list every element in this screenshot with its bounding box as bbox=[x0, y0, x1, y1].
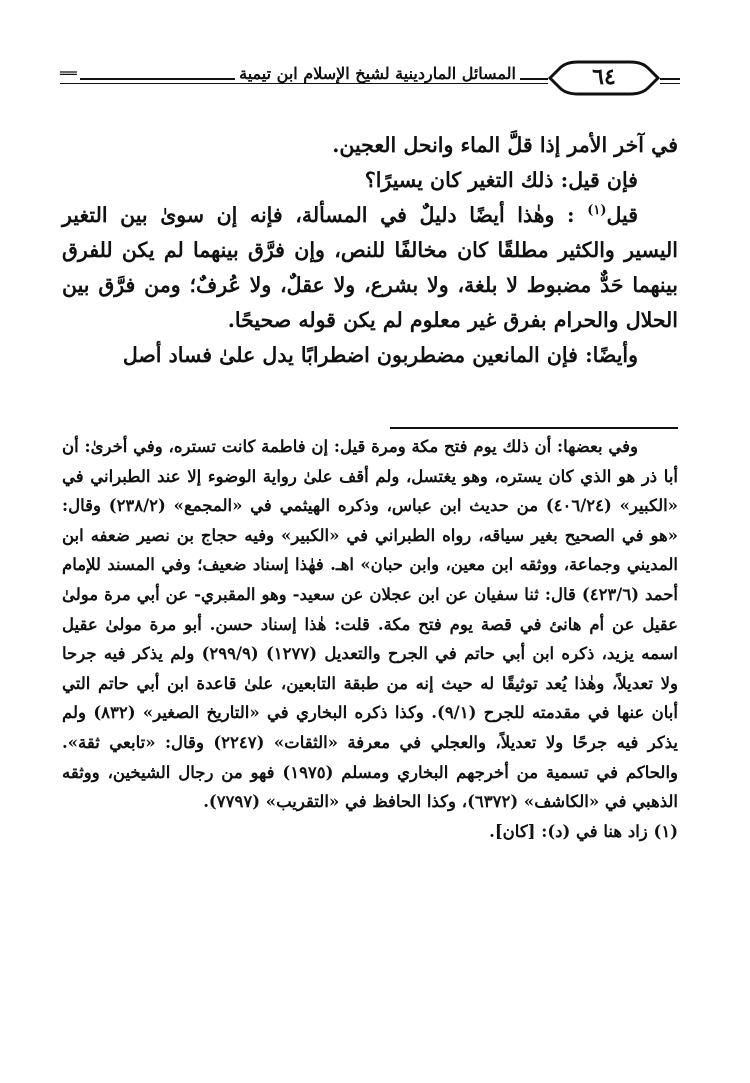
main-paragraph-qila bbox=[62, 198, 678, 338]
footnote-continued: وفي بعضها: أن ذلك يوم فتح مكة ومرة قيل: إن فاطمة كانت تستره، وفي أخرىٰ: أن أبا ذر هو الذي كان يستره، وهو يغتسل، ولم أقف علىٰ رواية الوضوء إلا عند الطبراني في «الكبير» (٤٠٦/٢٤) من حديث ابن عباس، وذكره الهيثمي في «المجمع» (٢٣٨/٢) وقال: «هو في الصحيح بغير سياقه، رواه الطبراني في «الكبير» وفيه حجاج بن نصير ضعفه ابن المديني وجماعة، ووثقه ابن معين، وابن حبان» اهـ. فهٰذا إسناد ضعيف؛ وفي المسند للإمام أحمد (٤٢٣/٦) قال: ثنا سفيان عن ابن عجلان عن سعيد- وهو المقبري- عن أبي مرة مولىٰ عقيل عن أم هانئ في قصة يوم فتح مكة. قلت: هٰذا إسناد حسن. أبو مرة مولىٰ عقيل اسمه يزيد، ذكره ابن أبي حاتم في الجرح والتعديل (١٢٧٧) (٢٩٩/٩) ولم يذكر فيه جرحا ولا تعديلاً، وهٰذا يُعد توثيقًا له حيث إنه من طبقة التابعين، علىٰ قاعدة ابن أبي حاتم التي أبان عنها في مقدمته للجرح (٩/١). وكذا ذكره البخاري في «التاريخ الصغير» (٨٣٢) ولم يذكر فيه جرحًا ولا تعديلاً، والعجلي في معرفة «الثقات» (٢٢٤٧) وقال: «تابعي ثقة». والحاكم في تسمية من أخرجهم البخاري ومسلم (١٩٧٥) فهو من رجال الشيخين، ووثقه الذهبي في «الكاشف» (٦٣٧٢)، وكذا الحافظ في «التقريب» (٧٧٩٧). bbox=[62, 437, 679, 812]
footnote-1: (١) زاد هنا في (د): [كان]. bbox=[489, 821, 678, 841]
page-number: ٦٤ bbox=[592, 64, 616, 90]
page-number-badge bbox=[548, 60, 660, 96]
header-left-ornament: ══ bbox=[60, 66, 80, 82]
footnote-separator bbox=[390, 427, 678, 429]
main-paragraph-body: : وهٰذا أيضًا دليلٌ في المسألة، فإنه إن سوىٰ بين التغير اليسير والكثير مطلقًا كان مخالفًا للنص، وإن فرَّق بينهما لم يكن للفرق بينهما حَدٌّ مضبوط لا بلغة، ولا بشرع، ولا عقلٌ، ولا عُرفٌ؛ ومن فرَّق بين الحلال والحرام بفرق غير معلوم لم يكن قوله صحيحًا. bbox=[62, 203, 678, 332]
footnotes bbox=[62, 432, 678, 846]
main-line-last: وأيضًا: فإن المانعين مضطربون اضطرابًا يدل علىٰ فساد أصل bbox=[122, 343, 638, 367]
footnote-ref-1[interactable]: (١) bbox=[587, 203, 607, 219]
qila-word: قيل bbox=[606, 203, 638, 227]
main-line-1: في آخر الأمر إذا قلَّ الماء وانحل العجين. bbox=[332, 133, 678, 157]
main-text bbox=[62, 128, 678, 373]
main-line-2: فإن قيل: ذلك التغير كان يسيرًا؟ bbox=[364, 168, 638, 192]
running-title: المسائل الماردينية لشيخ الإسلام ابن تيمية bbox=[235, 64, 520, 83]
page-header bbox=[60, 58, 680, 102]
